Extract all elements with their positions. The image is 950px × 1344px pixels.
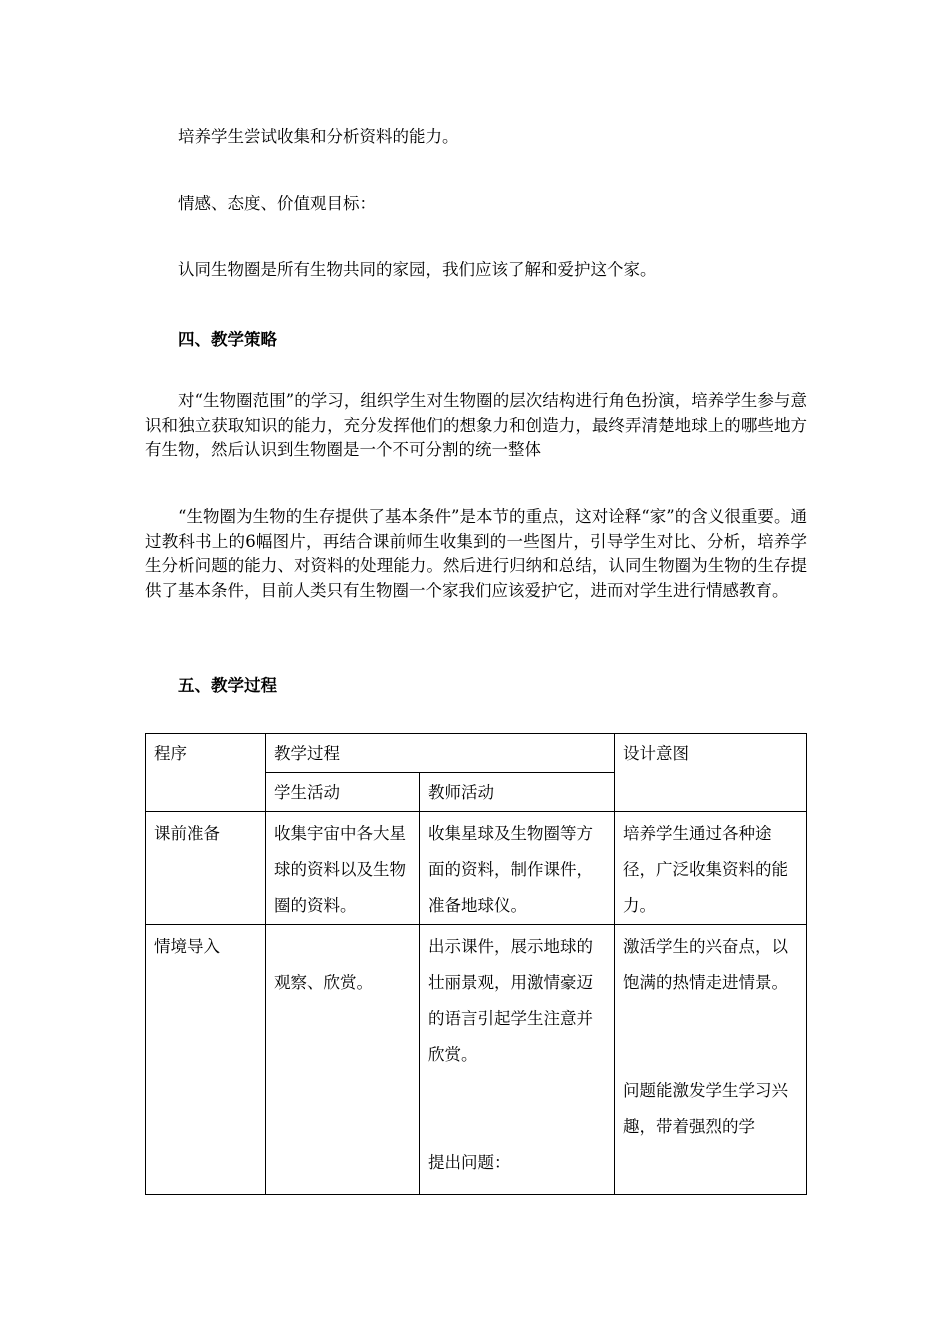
teacher-activity-text: 出示课件，展示地球的壮丽景观，用激情豪迈的语言引起学生注意并欣赏。 (428, 937, 593, 1064)
design-intent-text: 激活学生的兴奋点，以饱满的热情走进情景。 (623, 937, 788, 992)
design-intent-text-2: 问题能激发学生学习兴趣，带着强烈的学 (623, 1081, 788, 1136)
emotion-goal-line: 认同生物圈是所有生物共同的家园，我们应该了解和爱护这个家。 (178, 260, 657, 279)
student-activity-text: 观察、欣赏。 (274, 973, 373, 992)
header-design: 设计意图 (615, 734, 807, 812)
row-step: 课前准备 (146, 812, 266, 925)
row-step: 情境导入 (146, 925, 266, 1195)
row-design-intent: 培养学生通过各种途径，广泛收集资料的能力。 (615, 812, 807, 925)
ability-goal-line: 培养学生尝试收集和分析资料的能力。 (178, 127, 459, 146)
strategy-paragraph-2: “生物圈为生物的生存提供了基本条件”是本节的重点，这对诠释“家”的含义很重要。通过教科书上的6幅图片，再结合课前师生收集到的一些图片，引导学生对比、分析，培养学生分析问题的能力、对资料的处理能力。然后进行归纳和总结，认同生物圈为生物的生存提供了基本条件，目前人类只有生物圈一个家我们应该爱护它，进而对学生进行情感教育。 (145, 507, 807, 600)
process-heading: 五、教学过程 (178, 676, 277, 695)
strategy-paragraph-1: 对“生物圈范围”的学习，组织学生对生物圈的层次结构进行角色扮演，培养学生参与意识和独立获取知识的能力，充分发挥他们的想象力和创造力，最终弄清楚地球上的哪些地方有生物，然后认识到生物圈是一个不可分割的统一整体 (145, 391, 807, 459)
table-row (146, 925, 807, 1195)
header-process: 教学过程 (266, 734, 615, 773)
row-student-activity (266, 925, 420, 1195)
teacher-question-text: 提出问题： (428, 1153, 511, 1172)
row-student-activity: 收集宇宙中各大星球的资料以及生物圈的资料。 (266, 812, 420, 925)
subheader-teacher: 教师活动 (420, 773, 615, 812)
table-row (146, 812, 807, 925)
row-design-intent (615, 925, 807, 1195)
strategy-heading: 四、教学策略 (178, 330, 277, 349)
header-step: 程序 (146, 734, 266, 812)
subheader-student: 学生活动 (266, 773, 420, 812)
row-teacher-activity (420, 925, 615, 1195)
emotion-goal-heading: 情感、态度、价值观目标： (178, 194, 376, 213)
teaching-process-table (145, 733, 807, 1195)
row-teacher-activity: 收集星球及生物圈等方面的资料，制作课件，准备地球仪。 (420, 812, 615, 925)
